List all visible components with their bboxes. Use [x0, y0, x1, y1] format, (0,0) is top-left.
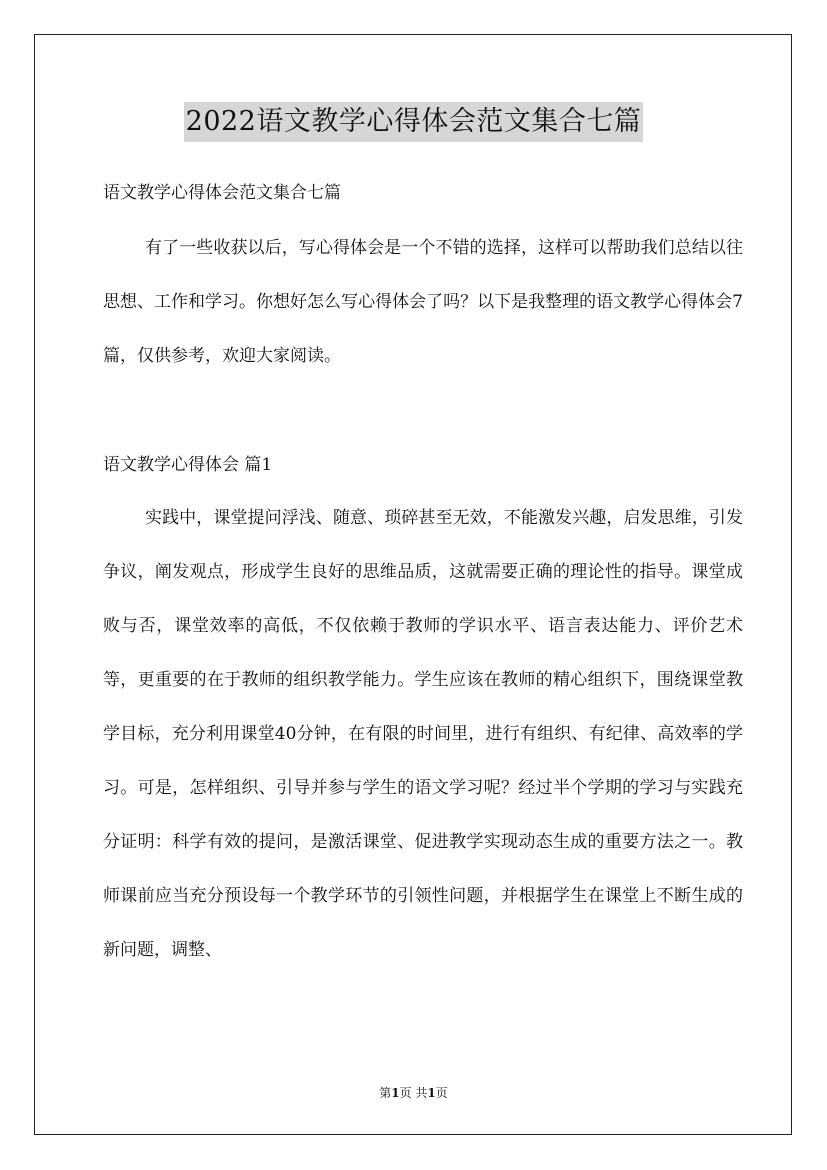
section-1-heading: 语文教学心得体会 篇1	[103, 455, 273, 475]
footer-page-prefix: 第	[379, 1086, 392, 1100]
intro-paragraph: 有了一些收获以后，写心得体会是一个不错的选择，这样可以帮助我们总结以往思想、工作和学习。你想好怎么写心得体会了吗？以下是我整理的语文教学心得体会7篇，仅供参考，欢迎大家阅读。	[103, 238, 743, 366]
document-title	[0, 100, 827, 142]
section-1-body: 实践中，课堂提问浮浅、随意、琐碎甚至无效，不能激发兴趣，启发思维，引发争议，阐发观点，形成学生良好的思维品质，这就需要正确的理论性的指导。课堂成败与否，课堂效率的高低，不仅依赖于教师的学识水平、语言表达能力、评价艺术等，更重要的在于教师的组织教学能力。学生应该在教师的精心组织下，围绕课堂教学目标，充分利用课堂40分钟，在有限的时间里，进行有组织、有纪律、高效率的学习。可是，怎样组织、引导并参与学生的语文学习呢？经过半个学期的学习与实践充分证明：科学有效的提问，是激活课堂、促进教学实现动态生成的重要方法之一。教师课前应当充分预设每一个教学环节的引领性问题，并根据学生在课堂上不断生成的新问题，调整、	[103, 508, 743, 960]
document-subtitle: 语文教学心得体会范文集合七篇	[103, 183, 341, 203]
footer-page-mid: 页 共	[399, 1086, 428, 1100]
footer-page-suffix: 页	[435, 1086, 448, 1100]
footer-page-current: 1	[391, 1086, 400, 1100]
page-footer	[0, 1085, 827, 1101]
document-title-text: 2022语文教学心得体会范文集合七篇	[184, 102, 644, 142]
footer-page-total: 1	[427, 1086, 436, 1100]
